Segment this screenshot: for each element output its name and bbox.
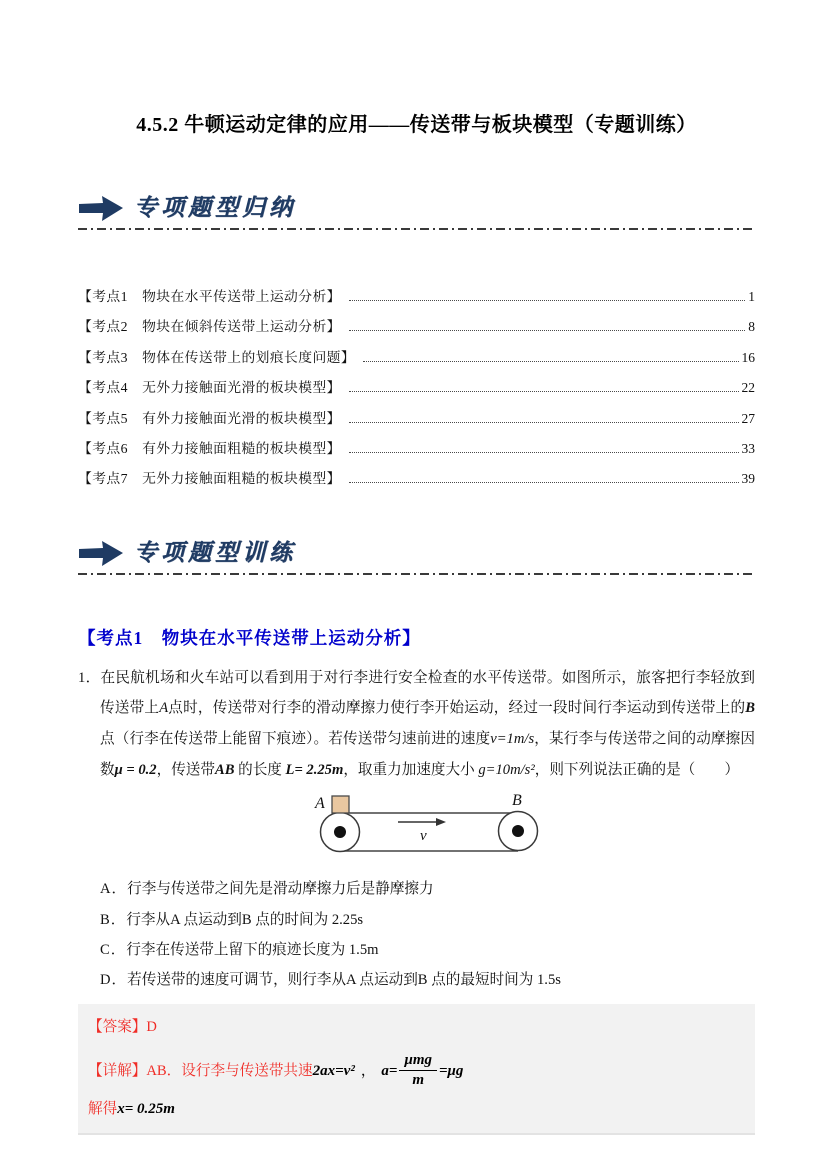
option-row [100,935,755,965]
stem-segment: μ = 0.2 [114,761,157,778]
dot-leader [349,422,739,423]
option-row [100,905,755,935]
stem-segment: L= 2.25m [285,761,344,778]
dot-leader [349,482,739,483]
fraction-denominator: m [412,1072,425,1089]
toc-page-number: 1 [748,289,755,304]
stem-segment: 点（行李在传送带上能留下痕迹）。若传送带匀速前进的速度 [100,731,491,748]
toc-page-number: 33 [741,441,755,457]
problem-number: 1． [78,669,101,686]
dot-leader [349,391,739,392]
toc-item[interactable] [78,312,755,342]
document-title: 4.5.2 牛顿运动定律的应用——传送带与板块模型（专题训练） [136,114,697,136]
section-banner-summary [78,194,755,224]
dot-leader [349,330,745,331]
toc-item-label: 【考点4 无外力接触面光滑的板块模型】 [78,380,341,396]
fraction-rhs: =μg [439,1062,464,1079]
option-text: 行李与传送带之间先是滑动摩擦力后是静摩擦力 [127,881,434,898]
fraction-numerator: μmg [399,1052,437,1071]
answer-line [88,1013,743,1041]
topic-heading: 【考点1 物块在水平传送带上运动分析】 [78,627,421,648]
formula-2ax: 2ax=v² [312,1062,355,1079]
stem-segment: A [159,700,169,717]
toc-item[interactable] [78,282,755,312]
stem-segment: 的长度 [234,761,286,778]
toc-item-label: 【考点3 物体在传送带上的划痕长度问题】 [78,349,356,365]
toc-page-number: 22 [741,380,755,396]
toc-item-label: 【考点5 有外力接触面光滑的板块模型】 [78,410,341,426]
option-text: 若传送带的速度可调节，则行李从A 点运动到B 点的最短时间为 1.5s [127,972,561,989]
solve-formula: x= 0.25m [117,1100,175,1117]
velocity-label: v [420,828,427,845]
dot-leader [349,452,739,453]
option-letter: D． [100,972,128,989]
toc-item[interactable] [78,464,755,494]
options-list [100,874,755,996]
section-banner-training [78,539,755,569]
solve-line [88,1095,743,1123]
conveyor-figure [308,787,568,872]
answer-value: D [146,1018,157,1035]
toc-item[interactable] [78,404,755,434]
problem-stem [78,663,755,785]
toc-item-label: 【考点6 有外力接触面粗糙的板块模型】 [78,441,341,457]
option-row [100,874,755,904]
toc-item[interactable] [78,434,755,464]
stem-segment: ，传送带 [156,761,215,778]
banner-arrow-icon [78,195,124,222]
toc-item-label: 【考点1 物块在水平传送带上运动分析】 [78,289,341,304]
toc-item-label: 【考点2 物块在倾斜传送带上运动分析】 [78,319,341,335]
dot-leader [349,300,745,301]
option-letter: B． [100,911,127,928]
luggage-block [332,796,349,813]
toc-page-number: 39 [741,471,755,487]
banner-label: 专项题型训练 [134,539,296,565]
table-of-contents [78,282,755,495]
dot-leader [363,361,738,362]
option-letter: C． [100,942,127,959]
stem-segment: g=10m/s² [478,761,535,778]
option-text: 行李在传送带上留下的痕迹长度为 1.5m [126,942,379,959]
explanation-line [88,1049,743,1093]
option-text: 行李从A 点运动到B 点的时间为 2.25s [126,911,364,928]
point-b-label: B [512,792,522,810]
stem-segment: AB [214,761,235,778]
toc-page-number: 8 [748,319,755,335]
answer-block [78,1004,755,1135]
toc-page-number: 27 [741,410,755,426]
stem-segment: v=1m/s [490,731,535,748]
stem-segment: 点时，传送带对行李的滑动摩擦力使行李开始运动，经过一段时间行李运动到传送带上的 [168,700,746,717]
formula-fraction [399,1052,437,1089]
banner-label: 专项题型归纳 [134,195,296,220]
stem-segment: B [745,700,755,717]
banner-arrow-icon [78,540,124,567]
stem-segment: 在民航机场和火车站可以看到用于对行李进行安全检查的水平传送带。如图所示，旅客把行李轻放到传送带上 [100,669,755,717]
pulley-right-axle [512,825,524,837]
dash-divider [78,227,755,230]
toc-item-label: 【考点7 无外力接触面粗糙的板块模型】 [78,471,341,487]
dash-divider [78,572,755,575]
formula-separator: ， [360,1062,376,1079]
explanation-label: 【详解】 [88,1062,147,1079]
point-a-label: A [315,795,325,813]
option-row [100,965,755,995]
option-letter: A． [100,881,128,898]
solve-label: 解得 [88,1100,118,1117]
stem-segment: ，则下列说法正确的是（ ） [534,761,740,778]
fraction-lhs: a= [381,1062,398,1079]
explanation-lead: AB．设行李与传送带共速 [146,1062,313,1079]
stem-segment: ，取重力加速度大小 [343,761,479,778]
pulley-left-axle [334,826,346,838]
toc-item[interactable] [78,373,755,403]
stem-segment: ，某行李与传送带之间的动摩擦因数 [100,731,755,778]
belt-velocity-arrowhead [436,818,446,826]
answer-label: 【答案】 [88,1018,147,1035]
toc-item[interactable] [78,343,755,373]
toc-page-number: 16 [741,349,755,365]
